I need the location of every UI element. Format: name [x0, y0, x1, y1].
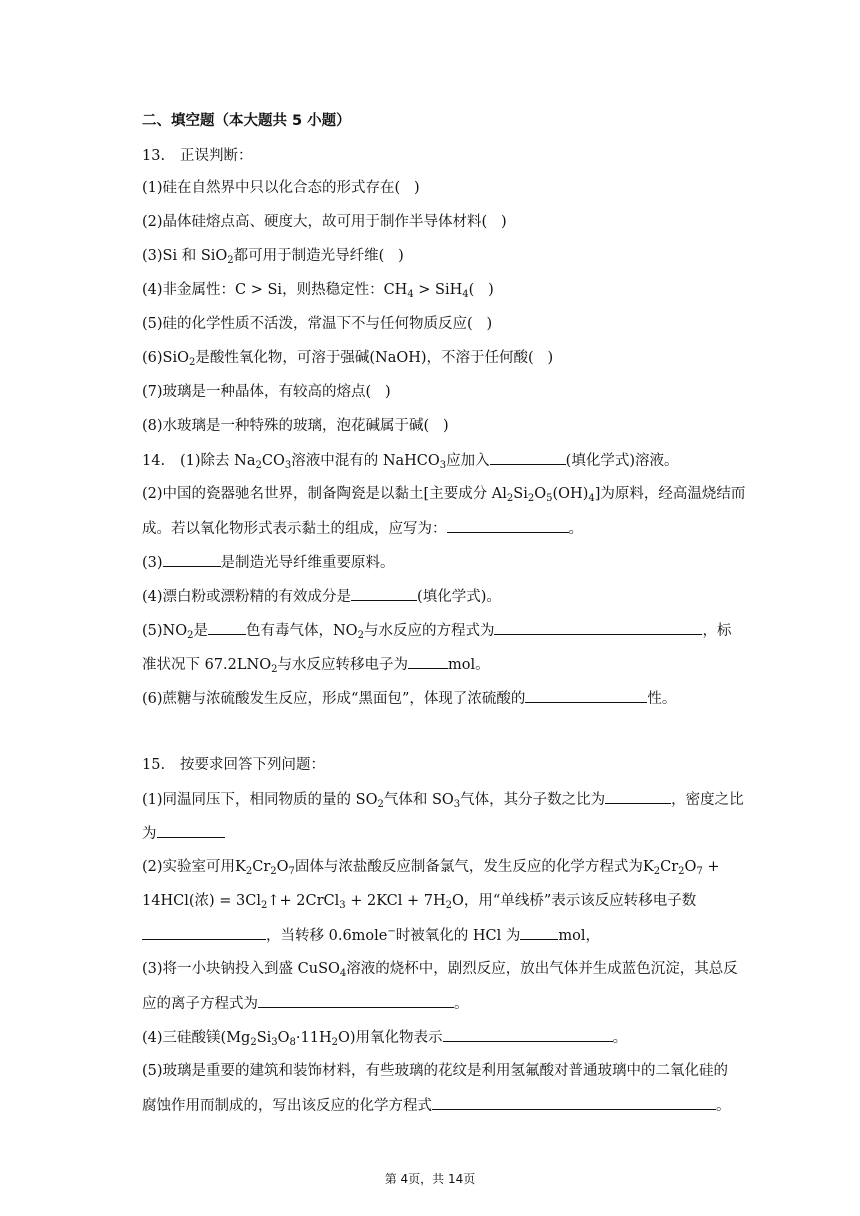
answer-blank[interactable] — [443, 1027, 613, 1042]
q15-part-4: (4)三硅酸镁$(Mg_2Si_3O_8\cdot 11H_2O)$用氧化物表示 。 — [142, 1027, 627, 1048]
q15-part-5-cont: 腐蚀作用而制成的，写出该反应的化学方程式 。 — [142, 1095, 731, 1116]
q13-item-1: (1)硅在自然界中只以化合态的形式存在( ) — [142, 180, 420, 196]
q14-part-6: (6)蔗糖与浓硫酸发生反应，形成“黑面包”，体现了浓硫酸的 性。 — [142, 688, 676, 709]
q13-item-3: (3)Si 和 SiO$_2$都可用于制造光导纤维( ) — [142, 248, 404, 266]
q13-item-7: (7)玻璃是一种晶体，有较高的熔点( ) — [142, 384, 391, 400]
q15-part-3-cont: 应的离子方程式为 。 — [142, 993, 469, 1014]
q13-item-4: (4)非金属性：C > Si，则热稳定性：$CH_4 > SiH_4$( ) — [142, 282, 494, 300]
q15-part-1: (1)同温同压下，相同物质的量的 $SO_2$气体和 $SO_3$气体，其分子数之比为 ，密度之比 — [142, 789, 744, 810]
q15-part-2-equation: 14HCl(浓) = $3Cl_2↑+$ 2CrCl$_3$ + $2KCl + 7H_2O$，用“单线桥”表示该反应转移电子数 — [142, 893, 697, 911]
q14-part-2-cont: 成。若以氧化物形式表示黏土的组成，应写为： 。 — [142, 518, 583, 539]
q13-number: 13. — [142, 148, 166, 164]
q14-part-1: 14. (1)除去 $Na_2CO_3$溶液中混有的 NaHCO$_3$应加入 (填化学式)溶液。 — [142, 450, 679, 471]
q14-number: 14. — [142, 453, 166, 469]
q15-part-3: (3)将一小块钠投入到盛 CuSO$_4$溶液的烧杯中，剧烈反应，放出气体并生成蓝色沉淀，其总反 — [142, 961, 738, 979]
q13-item-5: (5)硅的化学性质不活泼，常温下不与任何物质反应( ) — [142, 316, 493, 332]
q15-header — [142, 755, 325, 775]
q15-title: 按要求回答下列问题： — [180, 757, 325, 773]
answer-blank[interactable] — [157, 823, 225, 838]
answer-blank[interactable] — [490, 450, 566, 465]
answer-blank[interactable] — [432, 1095, 716, 1110]
q15-number: 15. — [142, 757, 166, 773]
q14-part-5: $(5)NO_2$是 色有毒气体，$NO_2$与水反应的方程式为 ，标 — [142, 620, 731, 641]
q13-item-2: (2)晶体硅熔点高、硬度大，故可用于制作半导体材料( ) — [142, 214, 507, 230]
q14-part-5-cont: 准状况下 $67.2LNO_2$与水反应转移电子为 mol。 — [142, 654, 490, 675]
q15-part-1-cont: 为 — [142, 823, 225, 844]
q15-part-2-cont: ，当转移 0.6mole−时被氧化的 HCl 为 mol， — [142, 925, 600, 946]
q14-part-2: (2)中国的瓷器驰名世界，制备陶瓷是以黏土[主要成分 $Al_2Si_2O_5(OH)_4$]为原料，经高温烧结而 — [142, 486, 746, 504]
answer-blank[interactable] — [163, 552, 221, 567]
q13-item-8: (8)水玻璃是一种特殊的玻璃，泡花碱属于碱( ) — [142, 418, 449, 434]
page-footer: 第 4页，共 14页 — [384, 1172, 476, 1186]
answer-blank[interactable] — [142, 925, 266, 940]
q14-part-3: (3) 是制造光导纤维重要原料。 — [142, 552, 395, 573]
q13-item-6: (6)SiO$_2$是酸性氧化物，可溶于强碱(NaOH)，不溶于任何酸( ) — [142, 350, 554, 368]
answer-blank[interactable] — [520, 925, 558, 940]
q13-header — [142, 146, 253, 166]
answer-blank[interactable] — [447, 518, 569, 533]
answer-blank[interactable] — [208, 620, 246, 635]
q15-part-2: (2)实验室可用$K_2Cr_2O_7$固体与浓盐酸反应制备氯气，发生反应的化学方程式为$K_2Cr_2O_7$ + — [142, 859, 720, 877]
answer-blank[interactable] — [258, 993, 454, 1008]
answer-blank[interactable] — [605, 789, 671, 804]
q15-part-5: (5)玻璃是重要的建筑和装饰材料，有些玻璃的花纹是利用氢氟酸对普通玻璃中的二氧化硅的 — [142, 1063, 729, 1079]
q14-part-4: (4)漂白粉或漂粉精的有效成分是 (填化学式)。 — [142, 586, 501, 607]
answer-blank[interactable] — [408, 654, 448, 669]
section-title: 二、填空题（本大题共 5 小题） — [142, 113, 351, 129]
q13-title: 正误判断： — [180, 148, 253, 164]
answer-blank[interactable] — [494, 620, 702, 635]
answer-blank[interactable] — [351, 586, 417, 601]
answer-blank[interactable] — [525, 688, 647, 703]
